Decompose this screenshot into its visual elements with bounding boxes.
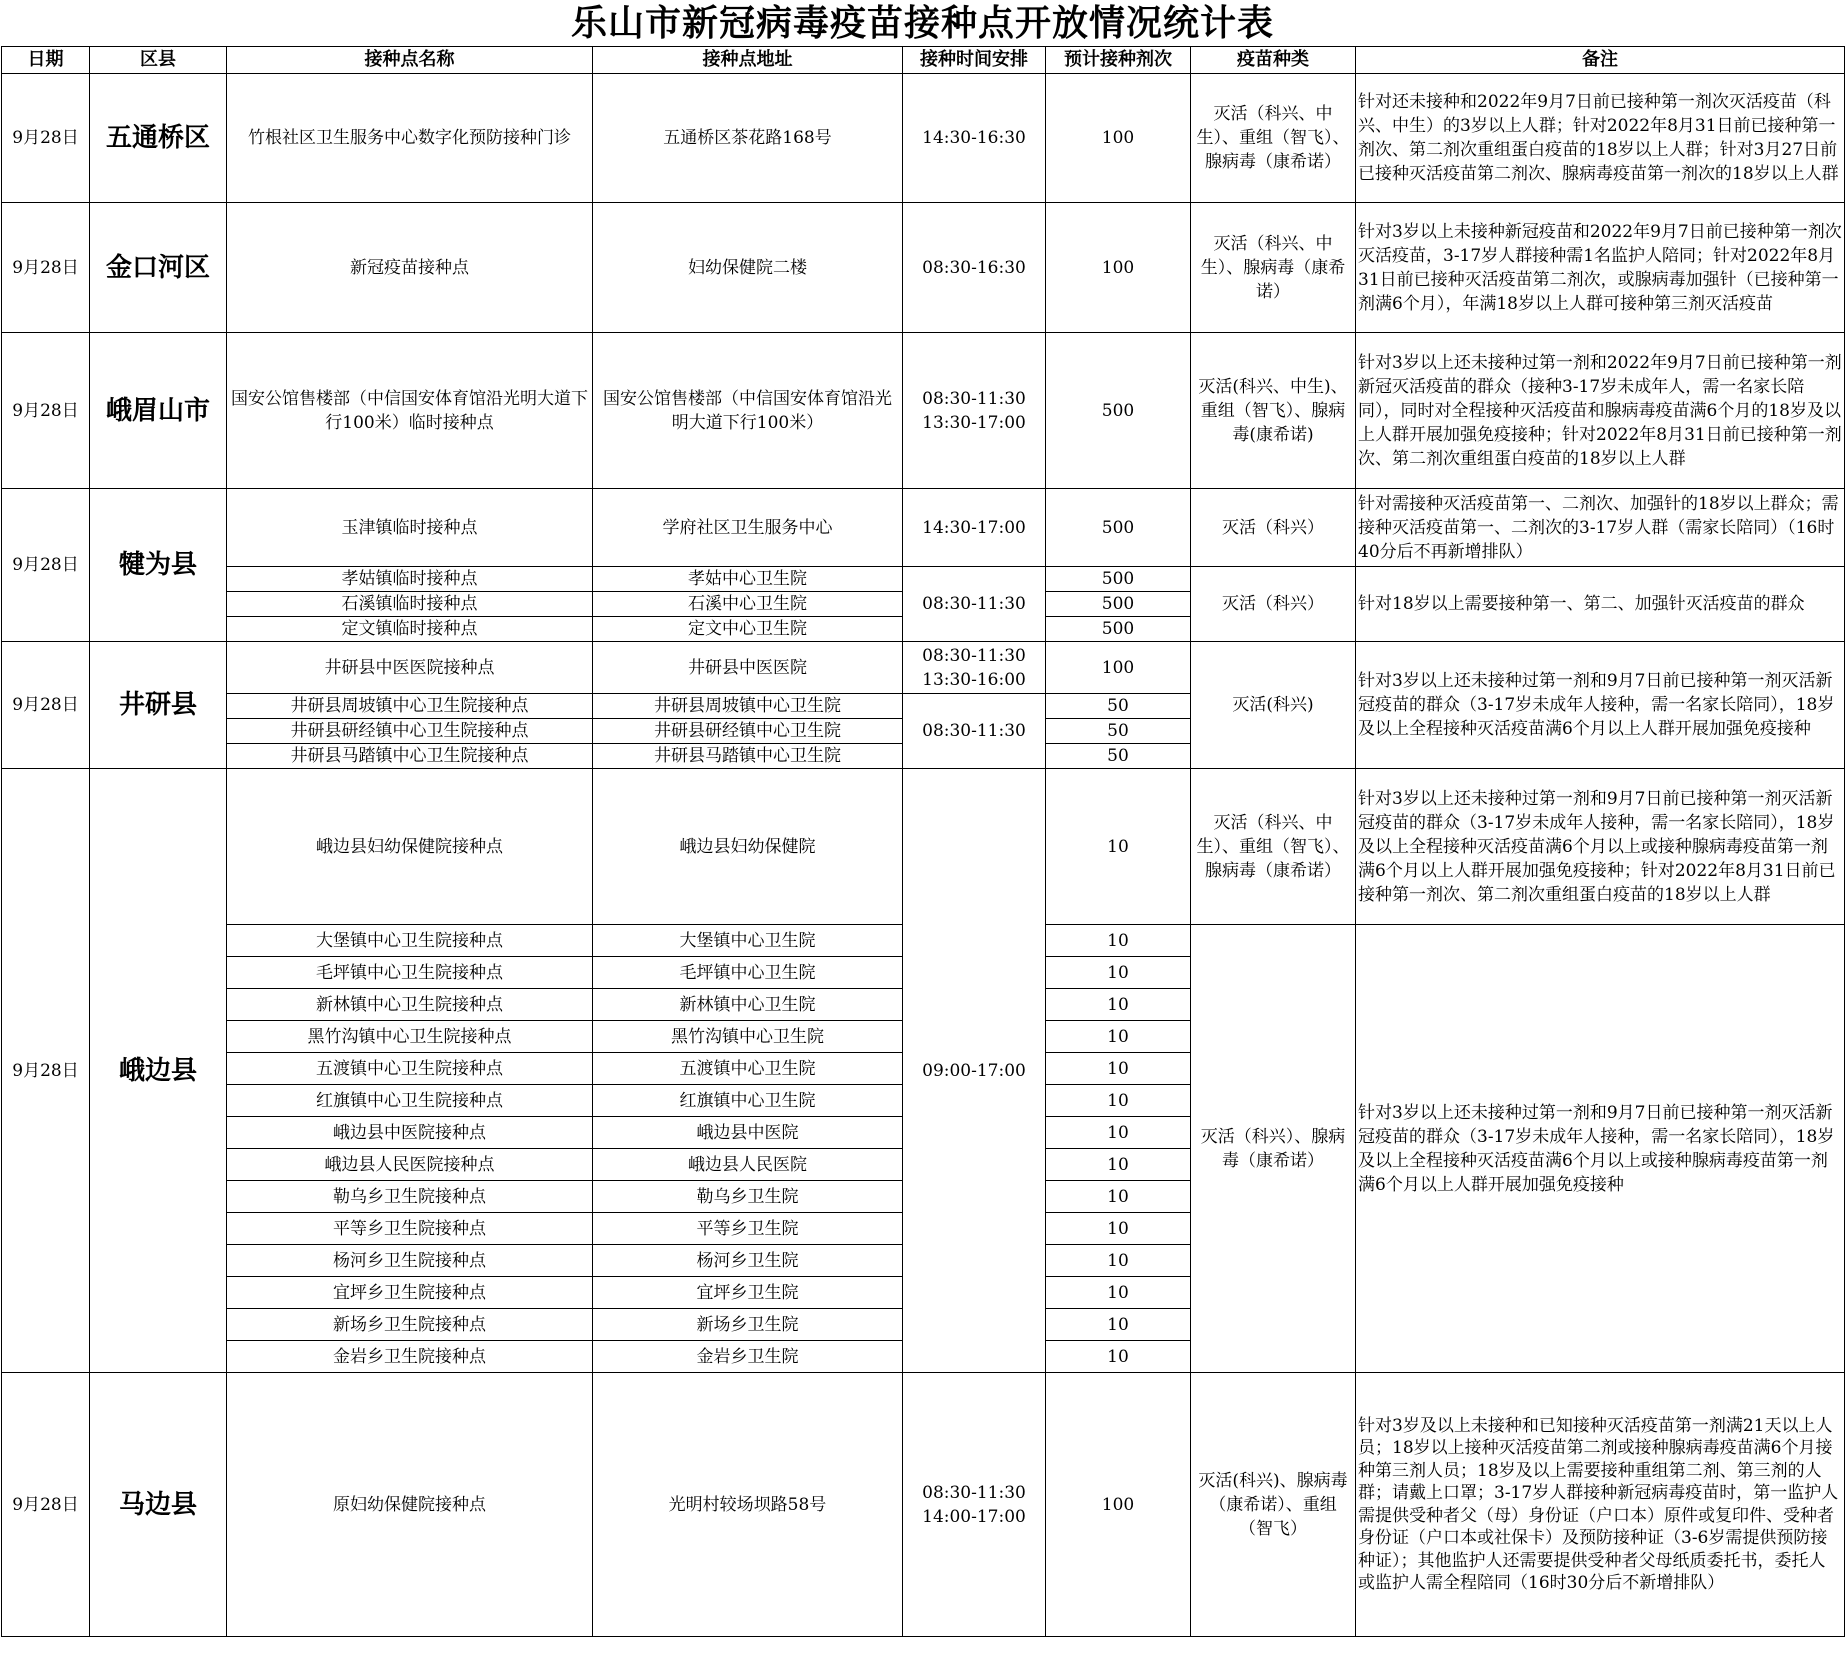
site-name-cell: 新冠疫苗接种点 bbox=[227, 203, 593, 333]
vaccine-type-cell: 灭活（科兴）、腺病毒（康希诺） bbox=[1191, 925, 1356, 1373]
site-name-cell: 红旗镇中心卫生院接种点 bbox=[227, 1085, 593, 1117]
district-cell: 五通桥区 bbox=[90, 74, 227, 203]
site-address-cell: 大堡镇中心卫生院 bbox=[593, 925, 903, 957]
doses-cell: 500 bbox=[1046, 617, 1191, 642]
site-name-cell: 黑竹沟镇中心卫生院接种点 bbox=[227, 1021, 593, 1053]
header-schedule: 接种时间安排 bbox=[903, 47, 1046, 74]
notes-cell: 针对18岁以上需要接种第一、第二、加强针灭活疫苗的群众 bbox=[1356, 567, 1845, 642]
site-address-cell: 国安公馆售楼部（中信国安体育馆沿光明大道下行100米） bbox=[593, 333, 903, 489]
site-address-cell: 光明村较场坝路58号 bbox=[593, 1373, 903, 1637]
site-address-cell: 学府社区卫生服务中心 bbox=[593, 489, 903, 567]
site-address-cell: 新场乡卫生院 bbox=[593, 1309, 903, 1341]
schedule-cell bbox=[903, 333, 1046, 489]
table-row bbox=[2, 489, 1845, 567]
doses-cell: 10 bbox=[1046, 1021, 1191, 1053]
site-name-cell: 平等乡卫生院接种点 bbox=[227, 1213, 593, 1245]
district-cell: 犍为县 bbox=[90, 489, 227, 642]
header-site-address: 接种点地址 bbox=[593, 47, 903, 74]
site-name-cell: 杨河乡卫生院接种点 bbox=[227, 1245, 593, 1277]
doses-cell: 10 bbox=[1046, 1085, 1191, 1117]
site-name-cell: 国安公馆售楼部（中信国安体育馆沿光明大道下行100米）临时接种点 bbox=[227, 333, 593, 489]
site-address-cell: 五渡镇中心卫生院 bbox=[593, 1053, 903, 1085]
doses-cell: 10 bbox=[1046, 1149, 1191, 1181]
header-district: 区县 bbox=[90, 47, 227, 74]
notes-cell: 针对3岁以上还未接种过第一剂和9月7日前已接种第一剂灭活新冠疫苗的群众（3-17岁未成年人接种，需一名家长陪同），18岁及以上全程接种灭活疫苗满6个月以上人群开展加强免疫接种 bbox=[1356, 642, 1845, 769]
site-name-cell: 井研县马踏镇中心卫生院接种点 bbox=[227, 744, 593, 769]
schedule-cell bbox=[903, 1373, 1046, 1637]
site-name-cell: 勒乌乡卫生院接种点 bbox=[227, 1181, 593, 1213]
doses-cell: 10 bbox=[1046, 1277, 1191, 1309]
vaccine-type-cell: 灭活（科兴） bbox=[1191, 489, 1356, 567]
date-cell: 9月28日 bbox=[2, 333, 90, 489]
schedule-cell: 08:30-11:30 bbox=[903, 694, 1046, 769]
table-row bbox=[2, 567, 1845, 592]
schedule-morning: 08:30-11:30 bbox=[922, 645, 1026, 666]
doses-cell: 100 bbox=[1046, 74, 1191, 203]
doses-cell: 10 bbox=[1046, 957, 1191, 989]
site-name-cell: 井研县中医医院接种点 bbox=[227, 642, 593, 694]
site-address-cell: 井研县中医医院 bbox=[593, 642, 903, 694]
site-name-cell: 井研县研经镇中心卫生院接种点 bbox=[227, 719, 593, 744]
site-name-cell: 新林镇中心卫生院接种点 bbox=[227, 989, 593, 1021]
vaccine-type-cell: 灭活(科兴)、腺病毒（康希诺）、重组（智飞） bbox=[1191, 1373, 1356, 1637]
site-name-cell: 定文镇临时接种点 bbox=[227, 617, 593, 642]
vaccine-type-cell: 灭活（科兴、中生）、重组（智飞）、腺病毒（康希诺） bbox=[1191, 769, 1356, 925]
site-address-cell: 黑竹沟镇中心卫生院 bbox=[593, 1021, 903, 1053]
doses-cell: 10 bbox=[1046, 1245, 1191, 1277]
site-name-cell: 大堡镇中心卫生院接种点 bbox=[227, 925, 593, 957]
schedule-afternoon: 14:00-17:00 bbox=[922, 1506, 1026, 1527]
header-site-name: 接种点名称 bbox=[227, 47, 593, 74]
schedule-cell: 14:30-17:00 bbox=[903, 489, 1046, 567]
vaccine-type-cell: 灭活（科兴、中生）、重组（智飞）、腺病毒（康希诺） bbox=[1191, 74, 1356, 203]
table-row bbox=[2, 203, 1845, 333]
site-address-cell: 井研县研经镇中心卫生院 bbox=[593, 719, 903, 744]
table-row bbox=[2, 1373, 1845, 1637]
site-name-cell: 玉津镇临时接种点 bbox=[227, 489, 593, 567]
doses-cell: 10 bbox=[1046, 925, 1191, 957]
site-address-cell: 毛坪镇中心卫生院 bbox=[593, 957, 903, 989]
site-address-cell: 峨边县妇幼保健院 bbox=[593, 769, 903, 925]
district-cell: 峨边县 bbox=[90, 769, 227, 1373]
date-cell: 9月28日 bbox=[2, 74, 90, 203]
district-cell: 井研县 bbox=[90, 642, 227, 769]
site-address-cell: 杨河乡卫生院 bbox=[593, 1245, 903, 1277]
schedule-afternoon: 13:30-17:00 bbox=[922, 412, 1026, 433]
site-address-cell: 勒乌乡卫生院 bbox=[593, 1181, 903, 1213]
schedule-cell: 14:30-16:30 bbox=[903, 74, 1046, 203]
site-address-cell: 妇幼保健院二楼 bbox=[593, 203, 903, 333]
doses-cell: 10 bbox=[1046, 1213, 1191, 1245]
vaccine-type-cell: 灭活(科兴、中生)、重组（智飞）、腺病毒(康希诺) bbox=[1191, 333, 1356, 489]
date-cell: 9月28日 bbox=[2, 642, 90, 769]
schedule-cell: 09:00-17:00 bbox=[903, 769, 1046, 1373]
site-name-cell: 原妇幼保健院接种点 bbox=[227, 1373, 593, 1637]
doses-cell: 50 bbox=[1046, 694, 1191, 719]
site-address-cell: 峨边县中医院 bbox=[593, 1117, 903, 1149]
schedule-morning: 08:30-11:30 bbox=[922, 1482, 1026, 1503]
site-address-cell: 石溪中心卫生院 bbox=[593, 592, 903, 617]
district-cell: 马边县 bbox=[90, 1373, 227, 1637]
date-cell: 9月28日 bbox=[2, 1373, 90, 1637]
header-doses: 预计接种剂次 bbox=[1046, 47, 1191, 74]
doses-cell: 500 bbox=[1046, 489, 1191, 567]
site-address-cell: 峨边县人民医院 bbox=[593, 1149, 903, 1181]
site-name-cell: 毛坪镇中心卫生院接种点 bbox=[227, 957, 593, 989]
table-row bbox=[2, 333, 1845, 489]
site-address-cell: 井研县周坡镇中心卫生院 bbox=[593, 694, 903, 719]
site-name-cell: 宜坪乡卫生院接种点 bbox=[227, 1277, 593, 1309]
doses-cell: 10 bbox=[1046, 769, 1191, 925]
site-address-cell: 定文中心卫生院 bbox=[593, 617, 903, 642]
site-address-cell: 新林镇中心卫生院 bbox=[593, 989, 903, 1021]
vaccine-type-cell: 灭活(科兴) bbox=[1191, 642, 1356, 769]
header-vaccine-type: 疫苗种类 bbox=[1191, 47, 1356, 74]
site-name-cell: 峨边县人民医院接种点 bbox=[227, 1149, 593, 1181]
site-name-cell: 竹根社区卫生服务中心数字化预防接种门诊 bbox=[227, 74, 593, 203]
table-row bbox=[2, 642, 1845, 694]
table-header-row bbox=[2, 47, 1845, 74]
schedule-morning: 08:30-11:30 bbox=[922, 388, 1026, 409]
date-cell: 9月28日 bbox=[2, 203, 90, 333]
district-cell: 峨眉山市 bbox=[90, 333, 227, 489]
site-address-cell: 平等乡卫生院 bbox=[593, 1213, 903, 1245]
doses-cell: 500 bbox=[1046, 592, 1191, 617]
doses-cell: 500 bbox=[1046, 333, 1191, 489]
site-address-cell: 孝姑中心卫生院 bbox=[593, 567, 903, 592]
schedule-afternoon: 13:30-16:00 bbox=[922, 669, 1026, 690]
doses-cell: 500 bbox=[1046, 567, 1191, 592]
date-cell: 9月28日 bbox=[2, 769, 90, 1373]
site-address-cell: 井研县马踏镇中心卫生院 bbox=[593, 744, 903, 769]
notes-cell: 针对还未接种和2022年9月7日前已接种第一剂次灭活疫苗（科兴、中生）的3岁以上人群；针对2022年8月31日前已接种第一剂次、第二剂次重组蛋白疫苗的18岁以上人群；针对3月27日前已接种灭活疫苗第二剂次、腺病毒疫苗第一剂次的18岁以上人群 bbox=[1356, 74, 1845, 203]
district-cell: 金口河区 bbox=[90, 203, 227, 333]
notes-cell: 针对3岁以上还未接种过第一剂和2022年9月7日前已接种第一剂新冠灭活疫苗的群众（接种3-17岁未成年人，需一名家长陪同），同时对全程接种灭活疫苗和腺病毒疫苗满6个月的18岁及以上人群开展加强免疫接种；针对2022年8月31日前已接种第一剂次、第二剂次重组蛋白疫苗的18岁以上人群 bbox=[1356, 333, 1845, 489]
site-address-cell: 五通桥区茶花路168号 bbox=[593, 74, 903, 203]
site-name-cell: 孝姑镇临时接种点 bbox=[227, 567, 593, 592]
site-name-cell: 峨边县妇幼保健院接种点 bbox=[227, 769, 593, 925]
site-address-cell: 红旗镇中心卫生院 bbox=[593, 1085, 903, 1117]
vaccine-type-cell: 灭活（科兴、中生）、腺病毒（康希诺） bbox=[1191, 203, 1356, 333]
site-address-cell: 宜坪乡卫生院 bbox=[593, 1277, 903, 1309]
doses-cell: 10 bbox=[1046, 1341, 1191, 1373]
notes-cell: 针对3岁以上未接种新冠疫苗和2022年9月7日前已接种第一剂次灭活疫苗，3-17岁人群接种需1名监护人陪同；针对2022年8月31日前已接种灭活疫苗第二剂次，或腺病毒加强针（已接种第一剂满6个月），年满18岁以上人群可接种第三剂灭活疫苗 bbox=[1356, 203, 1845, 333]
notes-cell: 针对3岁以上还未接种过第一剂和9月7日前已接种第一剂灭活新冠疫苗的群众（3-17岁未成年人接种，需一名家长陪同），18岁及以上全程接种灭活疫苗满6个月以上或接种腺病毒疫苗第一剂满6个月以上人群开展加强免疫接种 bbox=[1356, 925, 1845, 1373]
site-name-cell: 新场乡卫生院接种点 bbox=[227, 1309, 593, 1341]
notes-cell: 针对3岁以上还未接种过第一剂和9月7日前已接种第一剂灭活新冠疫苗的群众（3-17岁未成年人接种，需一名家长陪同），18岁及以上全程接种灭活疫苗满6个月以上或接种腺病毒疫苗第一剂满6个月以上人群开展加强免疫接种；针对2022年8月31日前已接种第一剂次、第二剂次重组蛋白疫苗的18岁以上人群 bbox=[1356, 769, 1845, 925]
notes-cell: 针对需接种灭活疫苗第一、二剂次、加强针的18岁以上群众；需接种灭活疫苗第一、二剂次的3-17岁人群（需家长陪同）（16时40分后不再新增排队） bbox=[1356, 489, 1845, 567]
doses-cell: 10 bbox=[1046, 989, 1191, 1021]
doses-cell: 50 bbox=[1046, 744, 1191, 769]
schedule-cell: 08:30-16:30 bbox=[903, 203, 1046, 333]
vaccine-type-cell: 灭活（科兴） bbox=[1191, 567, 1356, 642]
doses-cell: 100 bbox=[1046, 642, 1191, 694]
doses-cell: 100 bbox=[1046, 203, 1191, 333]
site-name-cell: 石溪镇临时接种点 bbox=[227, 592, 593, 617]
doses-cell: 10 bbox=[1046, 1117, 1191, 1149]
site-name-cell: 金岩乡卫生院接种点 bbox=[227, 1341, 593, 1373]
page-title: 乐山市新冠病毒疫苗接种点开放情况统计表 bbox=[570, 2, 1274, 44]
schedule-cell bbox=[903, 642, 1046, 694]
site-name-cell: 井研县周坡镇中心卫生院接种点 bbox=[227, 694, 593, 719]
vaccination-table bbox=[1, 46, 1845, 1637]
header-notes: 备注 bbox=[1356, 47, 1845, 74]
doses-cell: 50 bbox=[1046, 719, 1191, 744]
site-name-cell: 峨边县中医院接种点 bbox=[227, 1117, 593, 1149]
date-cell: 9月28日 bbox=[2, 489, 90, 642]
doses-cell: 10 bbox=[1046, 1181, 1191, 1213]
table-row bbox=[2, 769, 1845, 925]
site-address-cell: 金岩乡卫生院 bbox=[593, 1341, 903, 1373]
notes-cell: 针对3岁及以上未接种和已知接种灭活疫苗第一剂满21天以上人员；18岁以上接种灭活疫苗第二剂或接种腺病毒疫苗满6个月接种第三剂人员；18岁及以上需要接种重组第二剂、第三剂的人群；请戴上口罩；3-17岁人群接种新冠病毒疫苗时，第一监护人需提供受种者父（母）身份证（户口本）原件或复印件、受种者身份证（户口本或社保卡）及预防接种证（3-6岁需提供预防接种证）；其他监护人还需要提供受种者父母纸质委托书，委托人或监护人需全程陪同（16时30分后不新增排队） bbox=[1356, 1373, 1845, 1637]
doses-cell: 100 bbox=[1046, 1373, 1191, 1637]
table-row bbox=[2, 74, 1845, 203]
doses-cell: 10 bbox=[1046, 1309, 1191, 1341]
site-name-cell: 五渡镇中心卫生院接种点 bbox=[227, 1053, 593, 1085]
schedule-cell: 08:30-11:30 bbox=[903, 567, 1046, 642]
doses-cell: 10 bbox=[1046, 1053, 1191, 1085]
header-date: 日期 bbox=[2, 47, 90, 74]
